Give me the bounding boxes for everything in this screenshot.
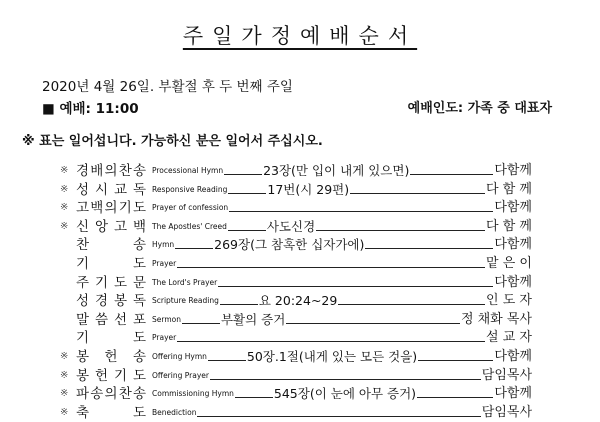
item-english-name: Prayer	[152, 259, 177, 268]
leader-line	[197, 416, 480, 417]
worship-item	[60, 199, 532, 217]
leader-line	[350, 193, 485, 194]
item-name-char: 파	[76, 386, 90, 403]
worship-item	[60, 348, 532, 366]
item-name-char: 도	[132, 330, 146, 347]
leader-line	[228, 193, 266, 194]
item-leader: 다 함 께	[486, 218, 532, 234]
item-name-char: 백	[132, 218, 146, 235]
item-leader: 담임목사	[481, 404, 532, 420]
worship-item	[60, 274, 532, 292]
standing-mark: ※	[60, 388, 69, 400]
item-name-char: 봉	[76, 349, 90, 365]
leader-line	[286, 323, 460, 324]
item-name-char: 씀	[94, 311, 109, 328]
item-leader: 담임목사	[481, 367, 532, 383]
leader-line	[210, 379, 481, 380]
worship-item	[60, 181, 532, 199]
item-korean-name	[76, 329, 146, 347]
item-content: 부활의 증거	[220, 311, 286, 327]
item-korean-name	[76, 311, 146, 329]
item-name-char: 헌	[104, 349, 118, 365]
worship-item	[60, 236, 532, 254]
item-name-char: 경	[76, 163, 90, 179]
item-korean-name	[76, 292, 146, 310]
worship-item	[60, 329, 532, 347]
leader-line	[418, 360, 493, 361]
worship-item	[60, 385, 532, 403]
bulletin-title	[0, 20, 600, 50]
item-korean-name	[76, 385, 146, 403]
item-english-name: Offering Hymn	[152, 352, 207, 361]
item-name-char: 선	[113, 311, 128, 328]
item-leader: 다함께	[494, 163, 532, 178]
standing-mark: ※	[60, 202, 69, 214]
worship-item	[60, 404, 532, 422]
item-name-char: 독	[132, 293, 146, 310]
item-name-char: 도	[113, 274, 128, 291]
item-leader: 인 도 자	[486, 293, 532, 309]
item-name-char: 찬	[118, 386, 132, 403]
item-name-char: 기	[76, 256, 90, 272]
standing-mark: ※	[60, 220, 69, 232]
item-content: 50장.1절(내게 있는 모든 것을)	[246, 349, 418, 364]
item-content: 545장(이 눈에 아무 증거)	[273, 386, 417, 402]
item-name-char: 의	[104, 386, 118, 403]
leader-line	[177, 267, 485, 268]
service-date: 2020년 4월 26일. 부활절 후 두 번째 주일	[42, 79, 293, 95]
leader-line	[224, 174, 262, 175]
item-name-char: 문	[132, 274, 146, 291]
item-english-name: The Lord's Prayer	[152, 277, 218, 287]
item-name-char: 시	[94, 181, 109, 198]
item-name-char: 도	[132, 367, 146, 384]
item-name-char: 독	[132, 181, 146, 198]
standing-mark: ※	[60, 351, 69, 362]
item-name-char: 포	[132, 311, 146, 328]
item-name-char: 찬	[118, 163, 132, 179]
item-name-char: 도	[132, 404, 146, 421]
item-english-name: Benediction	[152, 407, 197, 417]
item-name-char: 찬	[76, 237, 90, 254]
item-name-char: 송	[132, 386, 146, 403]
item-english-name: Scripture Reading	[152, 296, 219, 306]
item-name-char: 의	[104, 163, 118, 179]
item-name-char: 경	[94, 293, 109, 310]
item-name-char: 고	[113, 218, 128, 235]
item-name-char: 기	[118, 200, 132, 217]
item-english-name: The Apostles' Creed	[152, 221, 227, 231]
item-name-char: 송	[132, 349, 146, 365]
item-name-char: 송	[132, 237, 146, 254]
item-korean-name	[76, 255, 146, 273]
item-english-name: Sermon	[152, 314, 181, 324]
leader-line	[316, 230, 485, 231]
item-leader: 다함께	[494, 386, 532, 402]
leader-line	[208, 360, 246, 361]
leader-line	[218, 286, 493, 287]
item-leader: 설 교 자	[486, 330, 532, 346]
item-korean-name	[76, 181, 146, 199]
item-leader: 맡 은 이	[486, 256, 532, 271]
item-korean-name	[76, 236, 146, 254]
service-time: ■ 예배: 11:00	[42, 101, 139, 117]
worship-item	[60, 218, 532, 236]
item-content: 17번(시 29편)	[267, 181, 350, 197]
item-leader: 정 채화 목사	[460, 311, 532, 327]
leader-line	[235, 397, 273, 398]
item-name-char: 기	[76, 330, 90, 347]
item-name-char: 기	[113, 367, 128, 384]
item-name-char: 배	[90, 163, 104, 179]
item-name-char: 도	[132, 256, 146, 272]
item-korean-name	[76, 162, 146, 180]
worship-item	[60, 367, 532, 385]
item-english-name: Responsive Reading	[152, 184, 228, 194]
item-name-char: 송	[132, 163, 146, 179]
item-name-char: 말	[76, 311, 90, 328]
standing-mark: ※	[60, 165, 69, 176]
item-leader: 다함께	[494, 237, 532, 253]
item-korean-name	[76, 199, 146, 217]
item-content: 사도신경	[266, 218, 316, 234]
leader-line	[417, 397, 493, 398]
leader-line	[229, 211, 493, 212]
item-korean-name	[76, 404, 146, 422]
item-content: 23장(만 입이 내게 있으면)	[263, 163, 410, 178]
item-name-char: 백	[90, 200, 104, 217]
item-name-char: 송	[90, 386, 104, 403]
leader-line	[175, 248, 213, 249]
leader-line	[410, 174, 493, 175]
item-english-name: Processional Hymn	[152, 166, 224, 175]
leader-line	[365, 248, 493, 249]
item-leader: 다함께	[494, 200, 532, 216]
item-korean-name	[76, 274, 146, 292]
bulletin-title-text: 주일가정예배순서	[182, 24, 418, 48]
item-english-name: Prayer	[152, 333, 177, 343]
worship-item	[60, 311, 532, 329]
worship-item	[60, 255, 532, 273]
item-english-name: Hymn	[152, 240, 175, 250]
worship-leader: 예배인도: 가족 중 대표자	[407, 101, 552, 116]
item-name-char: 교	[113, 181, 128, 198]
item-name-char: 신	[76, 218, 90, 235]
item-name-char: 앙	[94, 218, 109, 235]
item-name-char: 축	[76, 404, 90, 421]
item-name-char: 성	[76, 181, 90, 198]
worship-item	[60, 292, 532, 310]
item-leader: 다함께	[494, 274, 532, 290]
item-leader: 다함께	[494, 349, 532, 364]
item-content: 요 20:24~29	[258, 293, 338, 309]
item-english-name: Commissioning Hymn	[152, 389, 234, 399]
worship-item	[60, 162, 532, 180]
standing-notice: ※ 표는 일어섭니다. 가능하신 분은 일어서 주십시오.	[22, 134, 323, 149]
item-name-char: 고	[76, 200, 90, 217]
leader-line	[182, 323, 220, 324]
leader-line	[220, 304, 258, 305]
item-name-char: 봉	[113, 293, 128, 310]
leader-line	[177, 341, 485, 342]
item-name-char: 주	[76, 274, 90, 291]
item-korean-name	[76, 348, 146, 366]
item-name-char: 헌	[94, 367, 109, 384]
item-name-char: 봉	[76, 367, 90, 384]
standing-mark: ※	[60, 406, 69, 418]
item-name-char: 의	[104, 200, 118, 217]
standing-mark: ※	[60, 183, 69, 195]
item-korean-name	[76, 218, 146, 236]
leader-line	[338, 304, 485, 305]
item-name-char: 성	[76, 293, 90, 310]
item-name-char: 도	[132, 200, 146, 217]
item-leader: 다 함 께	[486, 181, 532, 197]
item-content: 269장(그 참혹한 십자가에)	[214, 237, 365, 253]
standing-mark: ※	[60, 369, 69, 381]
item-english-name: Prayer of confession	[152, 203, 229, 213]
item-english-name: Offering Prayer	[152, 370, 209, 380]
item-korean-name	[76, 367, 146, 385]
leader-line	[228, 230, 266, 231]
item-name-char: 기	[94, 274, 109, 291]
